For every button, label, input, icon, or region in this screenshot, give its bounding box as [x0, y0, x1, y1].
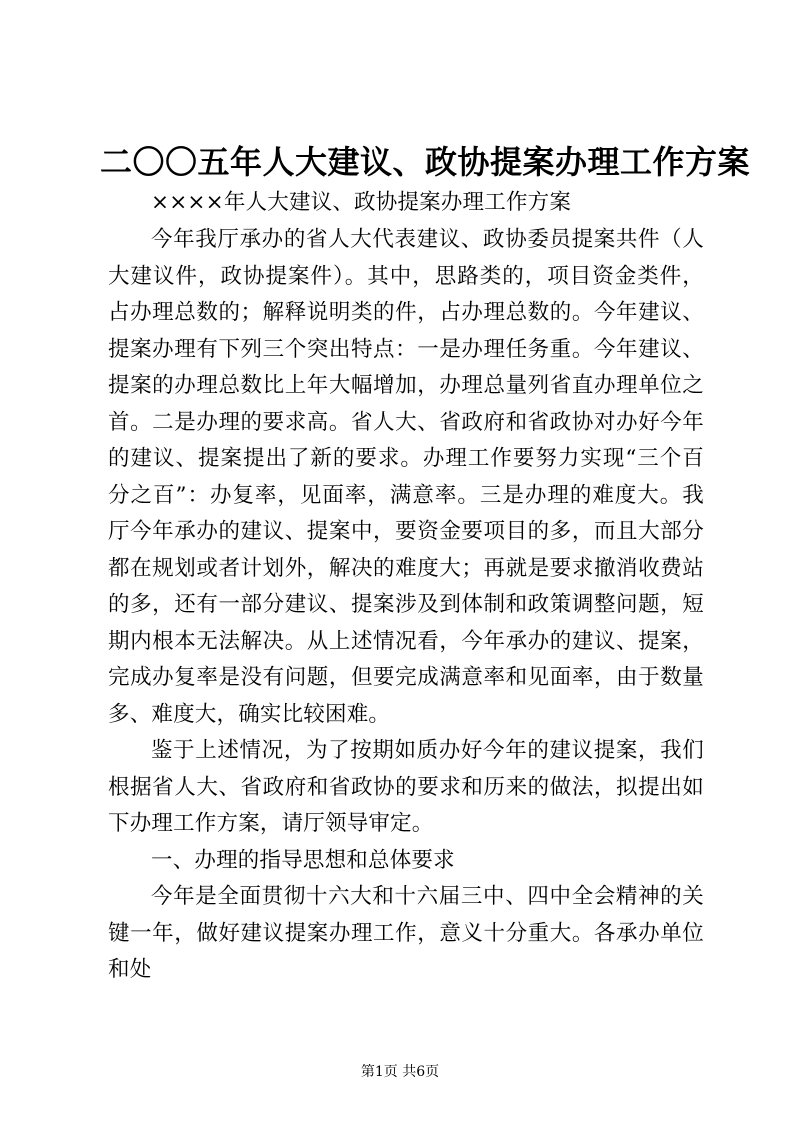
document-title: 二〇〇五年人大建议、政协提案办理工作方案 — [100, 143, 751, 181]
document-subtitle: ××××年人大建议、政协提案办理工作方案 — [151, 190, 572, 215]
paragraph-proposal: 鉴于上述情况，为了按期如质办好今年的建议提案，我们根据省人大、省政府和省政协的要求和历来的做法，拟提出如下办理工作方案，请厅领导审定。 — [108, 738, 704, 836]
page-number-footer: 第1页 共6页 — [360, 1064, 440, 1080]
paragraph-guiding-principles: 今年是全面贯彻十六大和十六届三中、四中全会精神的关键一年，做好建议提案办理工作，意义十分重大。各承办单位和处 — [108, 884, 704, 982]
section-heading-guiding-principles: 一、办理的指导思想和总体要求 — [151, 847, 455, 873]
document-body — [108, 186, 704, 989]
paragraph-overview: 今年我厅承办的省人大代表建议、政协委员提案共件（人大建议件，政协提案件）。其中，思路类的，项目资金类件，占办理总数的；解释说明类的件，占办理总数的。今年建议、提案办理有下列三个突出特点：一是办理任务重。今年建议、提案的办理总数比上年大幅增加，办理总量列省直办理单位之首。二是办理的要求高。省人大、省政府和省政协对办好今年的建议、提案提出了新的要求。办理工作要努力实现“三个百分之百”：办复率，见面率，满意率。三是办理的难度大。我厅今年承办的建议、提案中，要资金要项目的多，而且大部分都在规划或者计划外，解决的难度大；再就是要求撤消收费站的多，还有一部分建议、提案涉及到体制和政策调整问题，短期内根本无法解决。从上述情况看，今年承办的建议、提案，完成办复率是没有问题，但要完成满意率和见面率，由于数量多、难度大，确实比较困难。 — [108, 227, 704, 727]
